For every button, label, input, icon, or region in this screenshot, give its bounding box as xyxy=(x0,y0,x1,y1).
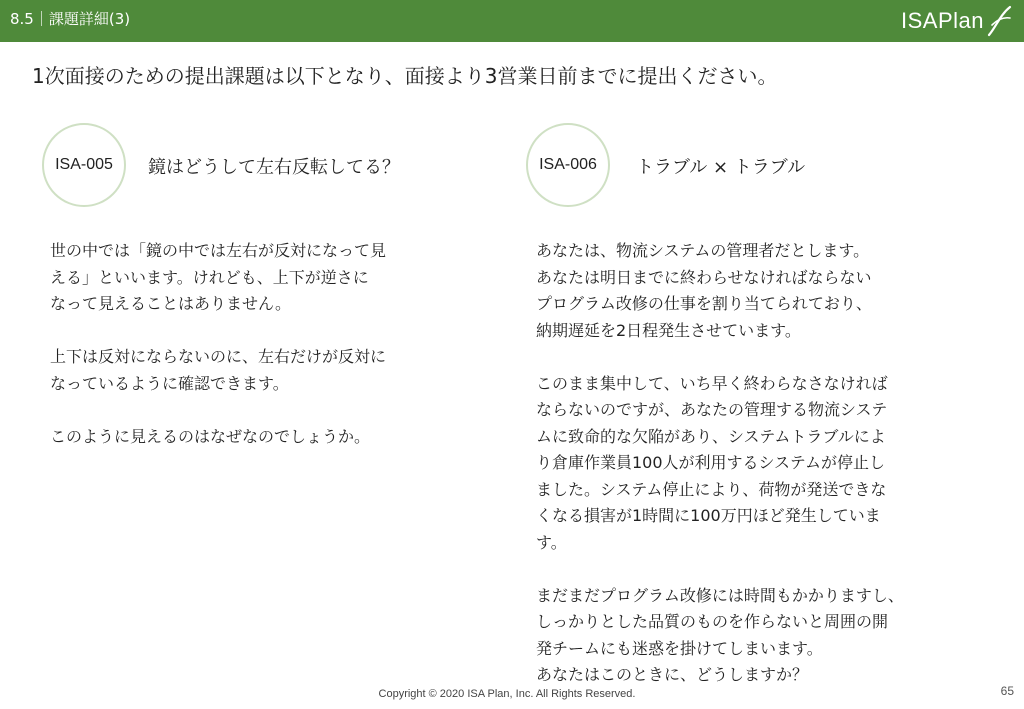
description-line: しっかりとした品質のものを作らないと周囲の開 xyxy=(536,612,889,631)
task-description xyxy=(536,238,904,689)
description-line: 発チームにも迷惑を掛けてしまいます。 xyxy=(536,638,823,658)
section-title: 8.5｜課題詳細(3) xyxy=(10,10,131,28)
copyright-notice: Copyright © 2020 ISA Plan, Inc. All Rights Reserved. xyxy=(378,688,636,700)
description-line: あなたはこのときに、どうしますか？ xyxy=(536,665,809,684)
description-line: 世の中では「鏡の中では左右が反対になって見 xyxy=(50,241,387,260)
task-description xyxy=(50,238,386,450)
task-id-badge: ISA-005 xyxy=(42,123,126,207)
swoosh-icon xyxy=(986,5,1012,37)
header-bar xyxy=(0,0,1024,42)
description-line: あなたは明日までに終わらせなければならない xyxy=(536,267,872,287)
description-line: あなたは、物流システムの管理者だとします。 xyxy=(536,241,870,260)
task-title: 鏡はどうして左右反転してる？ xyxy=(148,157,400,178)
brand-logo xyxy=(901,5,1012,37)
description-line: このまま集中して、いち早く終わらなさなければ xyxy=(536,373,888,393)
description-line: なって見えることはありません。 xyxy=(50,294,291,313)
paragraph-gap xyxy=(50,397,386,424)
brand-name: ISAPlan xyxy=(901,8,984,33)
description-line: このように見えるのはなぜなのでしょうか。 xyxy=(50,426,371,446)
paragraph-gap xyxy=(536,344,904,371)
task-title: トラブル × トラブル xyxy=(636,157,806,178)
paragraph-gap xyxy=(536,556,904,583)
description-line: 納期遅延を2日程発生させています。 xyxy=(536,320,801,340)
description-line: える」といいます。けれども、上下が逆さに xyxy=(50,267,369,287)
description-line: す。 xyxy=(536,532,567,552)
task-id-badge: ISA-006 xyxy=(526,123,610,207)
description-line: り倉庫作業員100人が利用するシステムが停止し xyxy=(536,453,885,472)
description-line: なっているように確認できます。 xyxy=(50,373,289,393)
description-line: くなる損害が1時間に100万円ほど発生していま xyxy=(536,506,881,525)
description-line: ならないのですが、あなたの管理する物流システ xyxy=(536,400,888,419)
description-line: プログラム改修の仕事を割り当てられており、 xyxy=(536,294,872,313)
description-line: 上下は反対にならないのに、左右だけが反対に xyxy=(50,347,387,366)
description-line: まだまだプログラム改修には時間もかかりますし、 xyxy=(536,585,904,605)
description-line: ムに致命的な欠陥があり、システムトラブルによ xyxy=(536,426,886,446)
description-line: ました。システム停止により、荷物が発送できな xyxy=(536,479,887,499)
page-number: 65 xyxy=(1000,684,1014,698)
paragraph-gap xyxy=(50,318,386,345)
intro-text: 1次面接のための提出課題は以下となり、面接より3営業日前までに提出ください。 xyxy=(32,64,778,88)
